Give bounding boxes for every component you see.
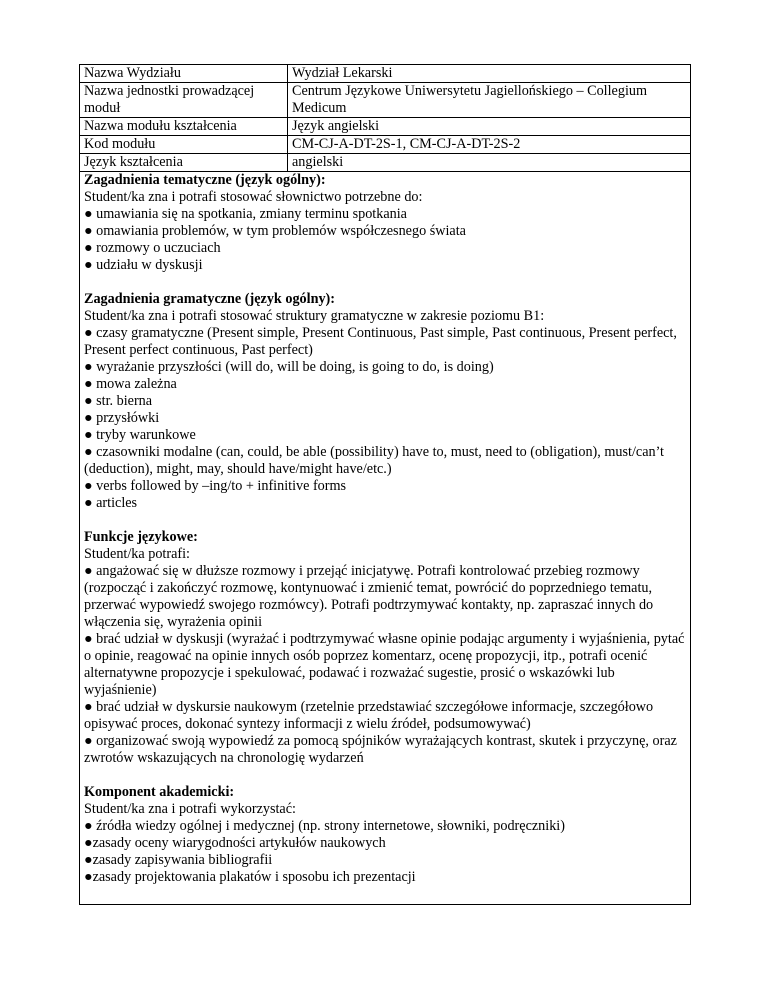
row-value: CM-CJ-A-DT-2S-1, CM-CJ-A-DT-2S-2 [288,136,691,154]
table-row [80,136,691,154]
row-value: Centrum Językowe Uniwersytetu Jagiellońskiego – Collegium Medicum [288,83,691,118]
row-key: Kod modułu [80,136,288,154]
section-grammar [84,291,686,512]
list-item: ● czasy gramatyczne (Present simple, Present Continuous, Past simple, Past continuous, Present perfect, Present perfect continuous, Past perfect) [84,325,677,358]
section-language-functions [84,529,686,767]
list-item: ● tryby warunkowe [84,427,196,443]
section-academic [84,784,686,886]
list-item: ● brać udział w dyskursie naukowym (rzetelnie przedstawiać szczegółowe informacje, szczegółowo opisywać proces, dokonać syntezy informacji z wielu źródeł, podsumowywać) [84,699,654,732]
section-intro: Student/ka potrafi: [84,546,190,562]
list-item: ● verbs followed by –ing/to + infinitive forms [84,478,347,494]
row-key: Nazwa jednostki prowadzącej moduł [80,83,288,118]
list-item: ● organizować swoją wypowiedź za pomocą spójników wyrażających kontrast, skutek i przyczynę, oraz zwrotów wskazujących na chronologię wydarzeń [84,733,677,766]
list-item: ● udziału w dyskusji [84,257,203,273]
content-box [79,172,691,905]
list-item: ●zasady zapisywania bibliografii [84,852,273,868]
section-intro: Student/ka zna i potrafi stosować słownictwo potrzebne do: [84,189,423,205]
section-heading: Zagadnienia tematyczne (język ogólny): [84,172,326,188]
list-item: ● wyrażanie przyszłości (will do, will be doing, is going to do, is doing) [84,359,494,375]
list-item: ● str. bierna [84,393,153,409]
list-item: ● rozmowy o uczuciach [84,240,221,256]
row-key: Nazwa Wydziału [80,65,288,83]
list-item: ● brać udział w dyskusji (wyrażać i podtrzymywać własne opinie podając argumenty i wyjaśnienia, pytać o opinie, reagować na opinie innych osób poprzez komentarz, ocenę propozycji, itp., potrafi ocenić alternatywne propozycje i spekulować, podawać i rozważać sugestie, prosić o wskazówki lub wyjaśnienie) [84,631,685,698]
list-item: ● czasowniki modalne (can, could, be able (possibility) have to, must, need to (obligation), must/can’t (deduction), might, may, should have/might have/etc.) [84,444,665,477]
list-item: ●zasady oceny wiarygodności artykułów naukowych [84,835,386,851]
section-heading: Funkcje językowe: [84,529,198,545]
table-row [80,154,691,172]
row-value: angielski [288,154,691,172]
list-item: ● przysłówki [84,410,160,426]
row-value: Język angielski [288,118,691,136]
list-item: ● źródła wiedzy ogólnej i medycznej (np. strony internetowe, słowniki, podręczniki) [84,818,565,834]
list-item: ● omawiania problemów, w tym problemów współczesnego świata [84,223,466,239]
document-page [79,64,691,905]
row-key: Język kształcenia [80,154,288,172]
section-intro: Student/ka zna i potrafi wykorzystać: [84,801,296,817]
module-info-table [79,64,691,172]
list-item: ● umawiania się na spotkania, zmiany terminu spotkania [84,206,407,222]
section-heading: Komponent akademicki: [84,784,235,800]
row-value: Wydział Lekarski [288,65,691,83]
table-row [80,118,691,136]
section-heading: Zagadnienia gramatyczne (język ogólny): [84,291,336,307]
list-item: ● articles [84,495,138,511]
list-item: ●zasady projektowania plakatów i sposobu ich prezentacji [84,869,416,885]
table-row [80,83,691,118]
section-intro: Student/ka zna i potrafi stosować struktury gramatyczne w zakresie poziomu B1: [84,308,545,324]
list-item: ● angażować się w dłuższe rozmowy i przejąć inicjatywę. Potrafi kontrolować przebieg rozmowy (rozpocząć i zakończyć rozmowę, kontynuować i zmienić temat, powrócić do poprzedniego tematu, przerwać wypowiedź swojego rozmówcy). Potrafi podtrzymywać kontakty, np. zapraszać innych do włączenia się, wyrażenia opinii [84,563,654,630]
list-item: ● mowa zależna [84,376,177,392]
section-topics [84,172,686,274]
table-row [80,65,691,83]
row-key: Nazwa modułu kształcenia [80,118,288,136]
